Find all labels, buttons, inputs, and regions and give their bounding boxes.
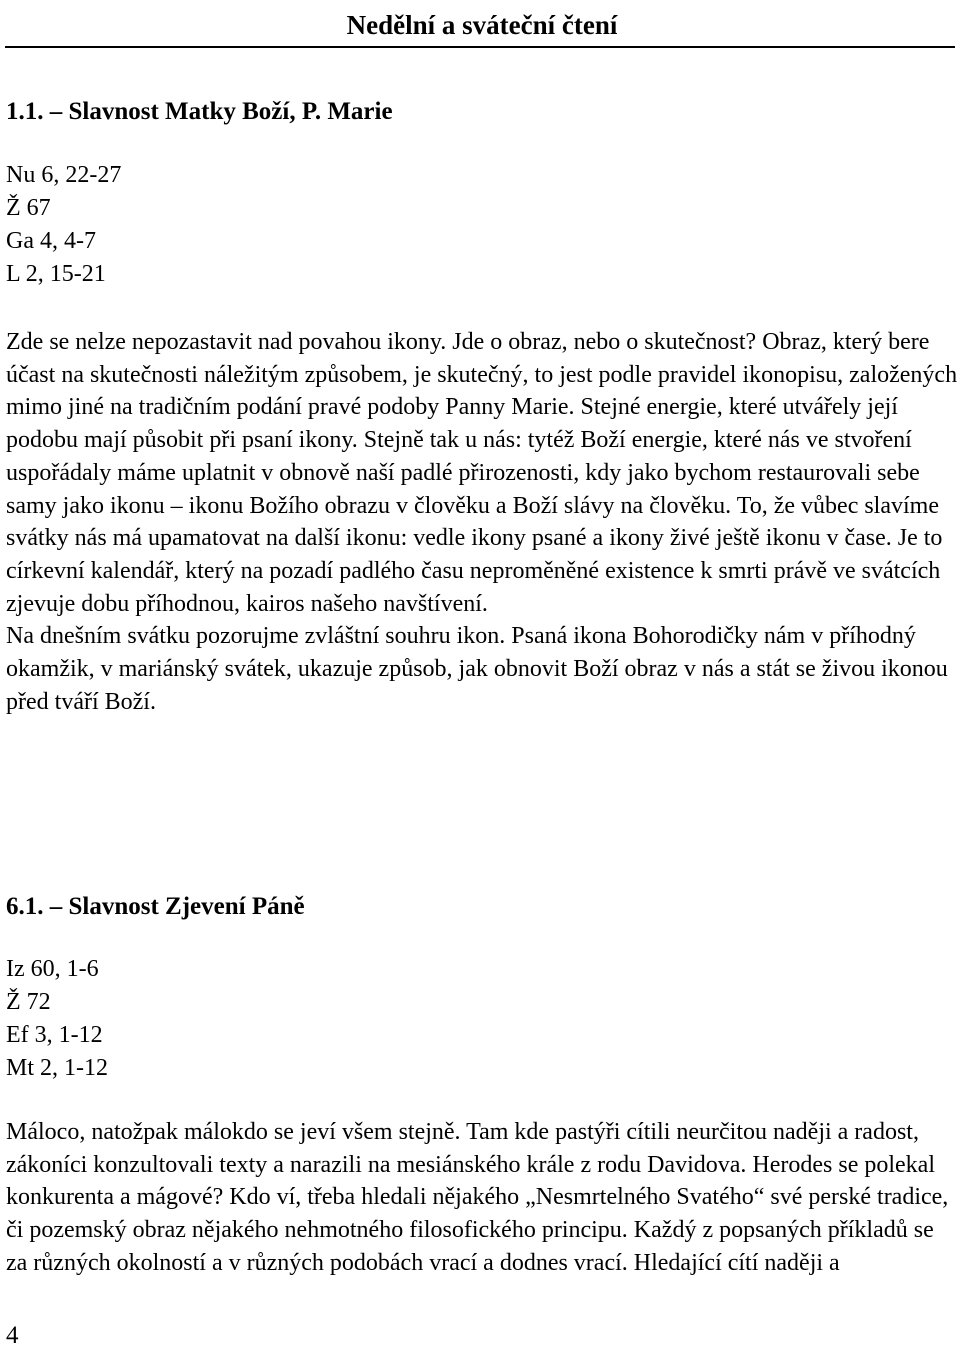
reading-reference: Nu 6, 22-27 [6,162,122,188]
page-number: 4 [6,1322,19,1349]
readings-list-matky-bozi [6,159,121,291]
body-paragraph: Máloco, natožpak málokdo se jeví všem stejně. Tam kde pastýři cítili neurčitou naději a radost, zákoníci konzultovali texty a narazili na mesiánského krále z rodu Davidova. Herodes se polekal konkurenta a mágové? Kdo ví, třeba hledali nějakého „Nesmrtelného Svatého“ své perské tradice, či pozemský obraz nějakého nehmotného filosofického principu. Každý z popsaných příkladů se za různých okolností a v různých podobách vrací a dodnes vrací. Hledající cítí naději a [6,1119,949,1276]
body-paragraph: Na dnešním svátku pozorujme zvláštní souhru ikon. Psaná ikona Bohorodičky nám v příhodný okamžik, v mariánský svátek, ukazuje způsob, jak obnovit Boží obraz v nás a stát se živou ikonou před tváří Boží. [6,623,948,715]
body-paragraph: Zde se nelze nepozastavit nad povahou ikony. Jde o obraz, nebo o skutečnost? Obraz, který bere účast na skutečnosti náležitým způsobem, je skutečný, to jest podle pravidel ikonopisu, založených mimo jiné na tradičním podání pravé podoby Panny Marie. Stejné energie, které utvářely její podobu mají působit při psaní ikony. Stejně tak u nás: tytéž Boží energie, které nás ve stvoření uspořádaly máme uplatnit v obnově naší padlé přirozenosti, kdy jako bychom restaurovali sebe samy jako ikonu – ikonu Božího obrazu v člověku a Boží slávy na člověku. To, že vůbec slavíme svátky nás má upamatovat na další ikonu: vedle ikony psané a ikony živé ještě ikonu v čase. Je to církevní kalendář, který na pozadí padlého času neproměněné existence k smrti právě ve svátcích zjevuje dobu příhodnou, kairos našeho navštívení. [6,329,958,617]
reading-reference: Mt 2, 1-12 [6,1055,108,1081]
page-header [0,0,960,52]
reading-reference: Ž 67 [6,195,51,221]
reading-reference: Ga 4, 4-7 [6,228,96,254]
header-divider [5,46,955,48]
page-title: Nedělní a sváteční čtení [346,10,618,40]
section-heading-matky-bozi: 1.1. – Slavnost Matky Boží, P. Marie [6,98,393,125]
reading-reference: L 2, 15-21 [6,261,106,287]
section-body-zjeveni-pane [6,1116,958,1280]
reading-reference: Ef 3, 1-12 [6,1022,103,1048]
readings-list-zjeveni-pane [6,953,108,1085]
reading-reference: Ž 72 [6,989,51,1015]
section-body-matky-bozi [6,326,958,718]
reading-reference: Iz 60, 1-6 [6,956,99,982]
section-heading-zjeveni-pane: 6.1. – Slavnost Zjevení Páně [6,893,305,920]
